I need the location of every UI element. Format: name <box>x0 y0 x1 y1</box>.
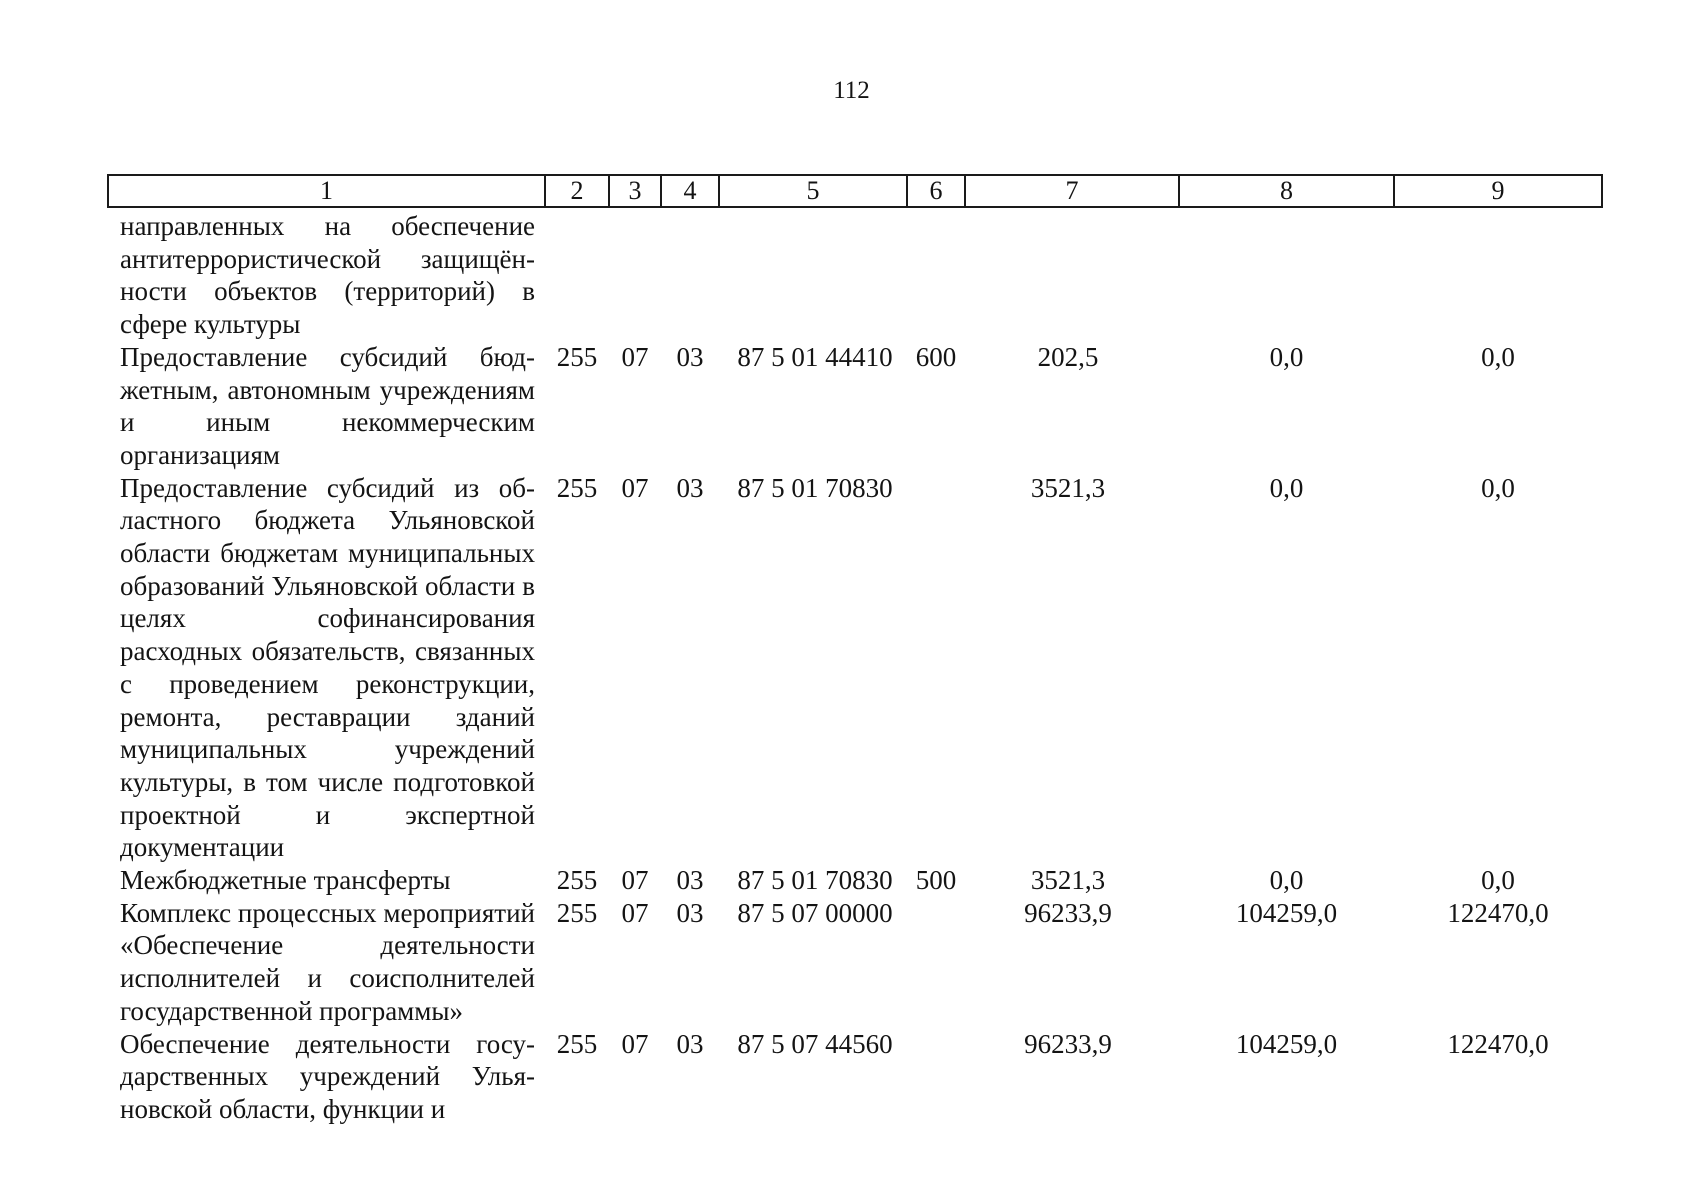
row-description: Предоставление субсидий из областного бюджета Ульяновской области бюджетам муниципальных образований Ульяновской области в целях софинансирования расходных обязательств, связанных с проведением реконструкции, ремонта, реставрации зданий муниципальных учреждений культуры, в том числе подготовкой проектной и экспертной документации <box>120 472 535 863</box>
row-vr <box>907 472 965 864</box>
row-year2: 0,0 <box>1269 865 1304 896</box>
row-year2: 0,0 <box>1269 472 1304 503</box>
row-pr: 03 <box>676 1028 704 1059</box>
header-col-2: 2 <box>545 175 609 207</box>
row-rz: 07 <box>621 472 649 503</box>
row-year1 <box>965 207 1179 341</box>
row-pr: 03 <box>676 897 704 928</box>
row-csr: 87 5 07 44560 <box>737 1028 893 1059</box>
row-year2: 104259,0 <box>1235 897 1338 928</box>
row-pr: 03 <box>676 472 704 503</box>
row-vr <box>907 897 965 1028</box>
row-grbs: 255 <box>556 897 598 928</box>
row-year3: 122470,0 <box>1447 897 1549 928</box>
row-csr: 87 5 01 70830 <box>737 865 893 896</box>
row-description: Предоставление субсидий бюджетным, автономным учреждениям и иным некоммерческим организациям <box>120 341 535 470</box>
row-csr: 87 5 01 70830 <box>737 472 893 503</box>
row-grbs: 255 <box>556 472 598 503</box>
row-year1: 3521,3 <box>1030 472 1106 503</box>
row-year1: 202,5 <box>1037 341 1099 372</box>
header-col-4: 4 <box>661 175 719 207</box>
table-header <box>108 175 1602 207</box>
header-col-8: 8 <box>1179 175 1394 207</box>
table-row <box>108 472 1602 864</box>
row-grbs <box>545 207 609 341</box>
row-description: Межбюджетные трансферты <box>120 865 451 896</box>
row-year3: 0,0 <box>1481 865 1515 896</box>
table-row <box>108 864 1602 897</box>
row-pr: 03 <box>676 865 704 896</box>
row-year1: 96233,9 <box>1024 1028 1112 1059</box>
row-description: направленных на обеспечение антитеррористической защищённости объектов (территорий) в сфере культуры <box>120 211 535 340</box>
table-body <box>108 207 1602 1126</box>
row-description: Комплекс процессных мероприятий «Обеспечение деятельности исполнителей и соисполнителей государственной программы» <box>120 897 535 1026</box>
row-vr <box>907 1028 965 1126</box>
row-pr: 03 <box>676 341 704 372</box>
table-row <box>108 1028 1602 1126</box>
row-csr: 87 5 01 44410 <box>737 341 893 372</box>
row-grbs: 255 <box>556 341 598 372</box>
header-col-1: 1 <box>108 175 545 207</box>
table-row <box>108 207 1602 341</box>
row-rz: 07 <box>621 341 649 372</box>
row-csr <box>719 207 907 341</box>
row-grbs: 255 <box>556 1028 598 1059</box>
row-year3: 0,0 <box>1481 472 1515 503</box>
row-year2: 0,0 <box>1269 341 1304 372</box>
row-year3: 122470,0 <box>1447 1028 1549 1059</box>
row-rz: 07 <box>621 1028 649 1059</box>
header-col-3: 3 <box>609 175 661 207</box>
header-col-6: 6 <box>907 175 965 207</box>
row-year2 <box>1179 207 1394 341</box>
page-number: 112 <box>833 77 870 104</box>
budget-table <box>107 174 1603 1126</box>
row-year3 <box>1394 207 1602 341</box>
row-rz: 07 <box>621 897 649 928</box>
row-year1: 96233,9 <box>1024 897 1112 928</box>
row-description: Обеспечение деятельности государственных учреждений Ульяновской области, функции и <box>120 1028 535 1124</box>
row-year3: 0,0 <box>1481 341 1515 372</box>
table-row <box>108 897 1602 1028</box>
row-pr <box>661 207 719 341</box>
header-row <box>108 175 1602 207</box>
row-rz: 07 <box>621 865 649 896</box>
row-csr: 87 5 07 00000 <box>737 897 893 928</box>
row-vr <box>907 207 965 341</box>
row-grbs: 255 <box>556 865 598 896</box>
header-col-7: 7 <box>965 175 1179 207</box>
row-vr: 500 <box>915 865 957 896</box>
header-col-9: 9 <box>1394 175 1602 207</box>
row-rz <box>609 207 661 341</box>
row-year2: 104259,0 <box>1235 1028 1338 1059</box>
table-row <box>108 341 1602 472</box>
row-vr: 600 <box>915 341 957 372</box>
row-year1: 3521,3 <box>1030 865 1106 896</box>
header-col-5: 5 <box>719 175 907 207</box>
